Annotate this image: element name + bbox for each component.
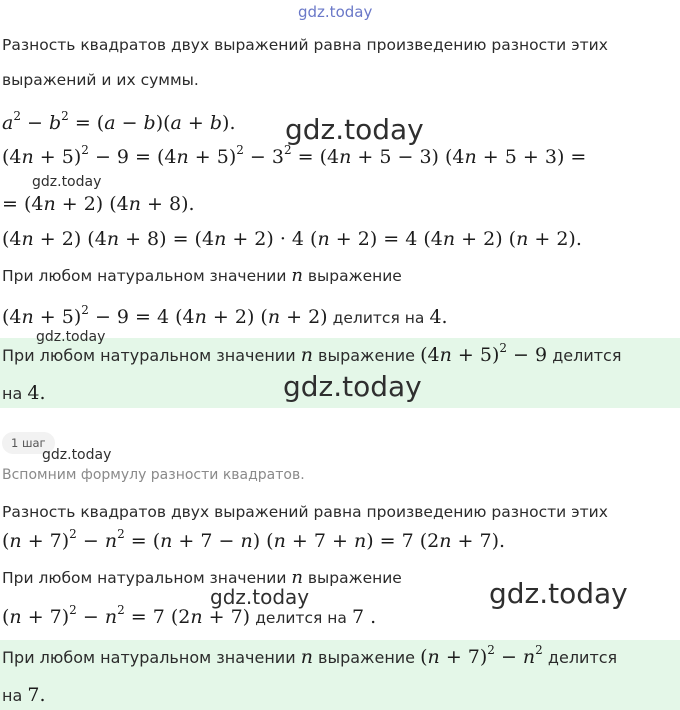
calculation-line-1: $(4n + 5)^2 - 9 = (4n + 5)^2 - 3^2 = (4n + 5 - 3)$ (4n + 5 + 3) = — [2, 143, 587, 168]
divisibility-result-1: $(4n + 5)^2 - 9 = 4$ (4n + 2) (n + 2) делится на 4. — [2, 303, 448, 328]
divisor-value: 4. — [429, 306, 448, 328]
step-hint: Вспомним формулу разности квадратов. — [2, 467, 305, 483]
answer-line-1: При любом натуральном значении n выражение $(4n + 5)^2 - 9$ делится — [2, 341, 622, 366]
step-badge[interactable]: 1 шаг — [2, 432, 55, 454]
natural-prefix: При любом натуральном значении — [2, 267, 287, 285]
intro-text-line1-part2: Разность квадратов двух выражений равна произведению разности этих — [2, 503, 608, 521]
watermark-medium: gdz.today — [210, 585, 310, 609]
intro-text-line1: Разность квадратов двух выражений равна произведению разности этих — [2, 36, 608, 54]
divisor-value: 7 . — [351, 606, 377, 628]
answer-on: на — [2, 686, 23, 705]
answer-word: делится — [552, 346, 622, 365]
answer-prefix: При любом натуральном значении — [2, 346, 296, 365]
intro-text-line2: выражений и их суммы. — [2, 71, 199, 89]
natural-suffix: выражение — [307, 267, 402, 285]
natural-prefix: При любом натуральном значении — [2, 569, 287, 587]
variable-n: n — [291, 265, 303, 286]
answer-divisor: 4. — [27, 382, 46, 404]
watermark-top: gdz.today — [298, 3, 373, 21]
answer-mid: выражение — [318, 648, 416, 667]
watermark-large: gdz.today — [489, 577, 628, 610]
answer-mid: выражение — [318, 346, 416, 365]
divides-word: делится на — [332, 309, 425, 327]
watermark-small: gdz.today — [32, 174, 102, 190]
natural-suffix: выражение — [307, 569, 402, 587]
calculation-line-3: (4n + 2) (4n + 8) = (4n + 2) · 4 (n + 2) = 4 (4n + 2) (n + 2). — [2, 228, 582, 250]
variable-n: n — [300, 646, 313, 668]
answer-word: делится — [547, 648, 618, 667]
calculation-line-part2: $(n + 7)^2 - n^2 = (n + 7 - n)$ (n + 7 + n) = 7 (2n + 7). — [2, 527, 506, 552]
answer-divisor: 7. — [27, 684, 46, 706]
answer-line-2b — [2, 684, 46, 706]
answer-line-1b — [2, 382, 46, 404]
answer-line-2: При любом натуральном значении n выражение $(n + 7)^2 - n^2$ делится — [2, 643, 618, 668]
watermark-small: gdz.today — [42, 447, 112, 463]
variable-n: n — [300, 344, 313, 366]
calculation-line-2: = (4n + 2) (4n + 8). — [2, 193, 195, 215]
answer-prefix: При любом натуральном значении — [2, 648, 296, 667]
divides-word: делится на — [255, 609, 347, 627]
difference-of-squares-formula: $a^2 - b^2 = (a - b)(a + b)$. — [2, 109, 236, 134]
variable-n: n — [291, 567, 303, 588]
watermark-large: gdz.today — [283, 370, 422, 403]
answer-on: на — [2, 384, 23, 403]
natural-value-statement-1 — [2, 265, 402, 286]
watermark-small: gdz.today — [36, 329, 106, 345]
watermark-large: gdz.today — [285, 113, 424, 146]
divisibility-result-2: $(n + 7)^2 - n^2 = 7$ (2n + 7) делится на 7 . — [2, 603, 377, 628]
natural-value-statement-2 — [2, 567, 402, 588]
